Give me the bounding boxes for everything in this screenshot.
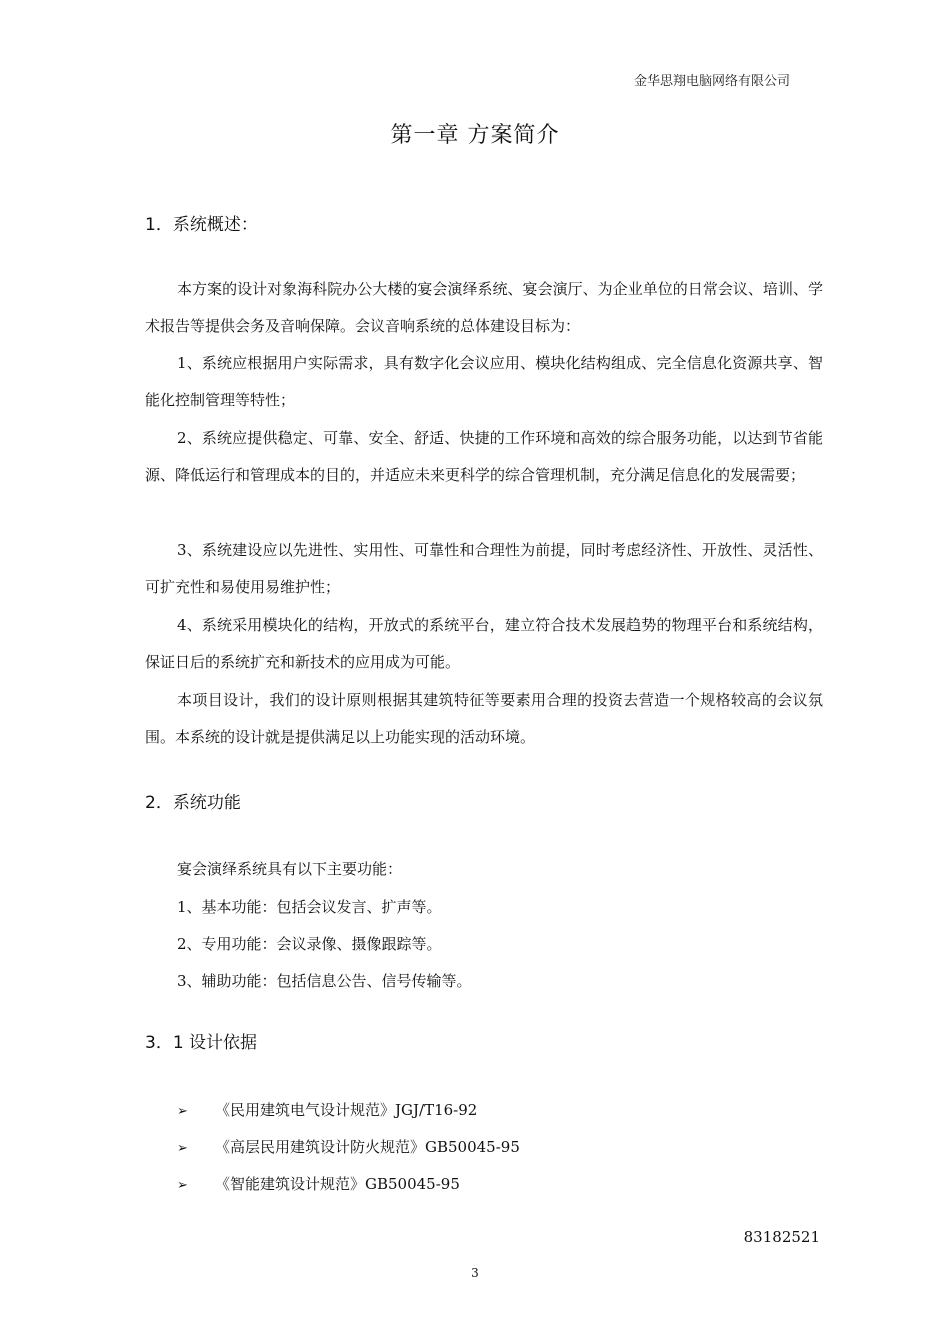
footer-phone-number: 83182521 [743, 1228, 820, 1246]
function-item-auxiliary: 3、辅助功能：包括信息公告、信号传输等。 [177, 972, 472, 990]
reference-text: 《高层民用建筑设计防火规范》GB50045-95 [215, 1138, 520, 1156]
arrow-bullet-icon: ➢ [177, 1178, 188, 1193]
functions-intro: 宴会演绎系统具有以下主要功能： [177, 860, 403, 878]
section-heading-design-basis: 3．1 设计依据 [145, 1033, 258, 1053]
overview-paragraph-goal-4: 4、系统采用模块化的结构，开放式的系统平台，建立符合技术发展趋势的物理平台和系统结构，保证日后的系统扩充和新技术的应用成为可能。 [145, 616, 823, 671]
page-number: 3 [471, 1266, 479, 1280]
reference-text: 《民用建筑电气设计规范》JGJ/T16-92 [215, 1101, 478, 1119]
overview-paragraph-intro: 本方案的设计对象海科院办公大楼的宴会演绎系统、宴会演厅、为企业单位的日常会议、培训、学术报告等提供会务及音响保障。会议音响系统的总体建设目标为： [145, 280, 823, 335]
section-heading-functions: 2．系统功能 [145, 793, 241, 813]
section-heading-overview: 1．系统概述： [145, 215, 258, 235]
arrow-bullet-icon: ➢ [177, 1141, 188, 1156]
function-item-basic: 1、基本功能：包括会议发言、扩声等。 [177, 898, 442, 916]
overview-paragraph-goal-3: 3、系统建设应以先进性、实用性、可靠性和合理性为前提，同时考虑经济性、开放性、灵活性、可扩充性和易使用易维护性； [145, 541, 823, 596]
chapter-title: 第一章 方案简介 [390, 123, 560, 148]
reference-item [177, 1099, 477, 1120]
reference-item [177, 1136, 520, 1157]
overview-paragraph-principle: 本项目设计，我们的设计原则根据其建筑特征等要素用合理的投资去营造一个规格较高的会议氛围。本系统的设计就是提供满足以上功能实现的活动环境。 [145, 691, 823, 746]
function-item-special: 2、专用功能：会议录像、摄像跟踪等。 [177, 935, 442, 953]
overview-paragraph-goal-1: 1、系统应根据用户实际需求，具有数字化会议应用、模块化结构组成、完全信息化资源共享、智能化控制管理等特性； [145, 354, 823, 409]
reference-item [177, 1173, 460, 1194]
reference-text: 《智能建筑设计规范》GB50045-95 [215, 1175, 460, 1193]
arrow-bullet-icon: ➢ [177, 1104, 188, 1119]
overview-paragraph-goal-2: 2、系统应提供稳定、可靠、安全、舒适、快捷的工作环境和高效的综合服务功能，以达到节省能源、降低运行和管理成本的目的，并适应未来更科学的综合管理机制，充分满足信息化的发展需要； [145, 429, 823, 484]
header-company-name: 金华思翔电脑网络有限公司 [633, 74, 790, 89]
